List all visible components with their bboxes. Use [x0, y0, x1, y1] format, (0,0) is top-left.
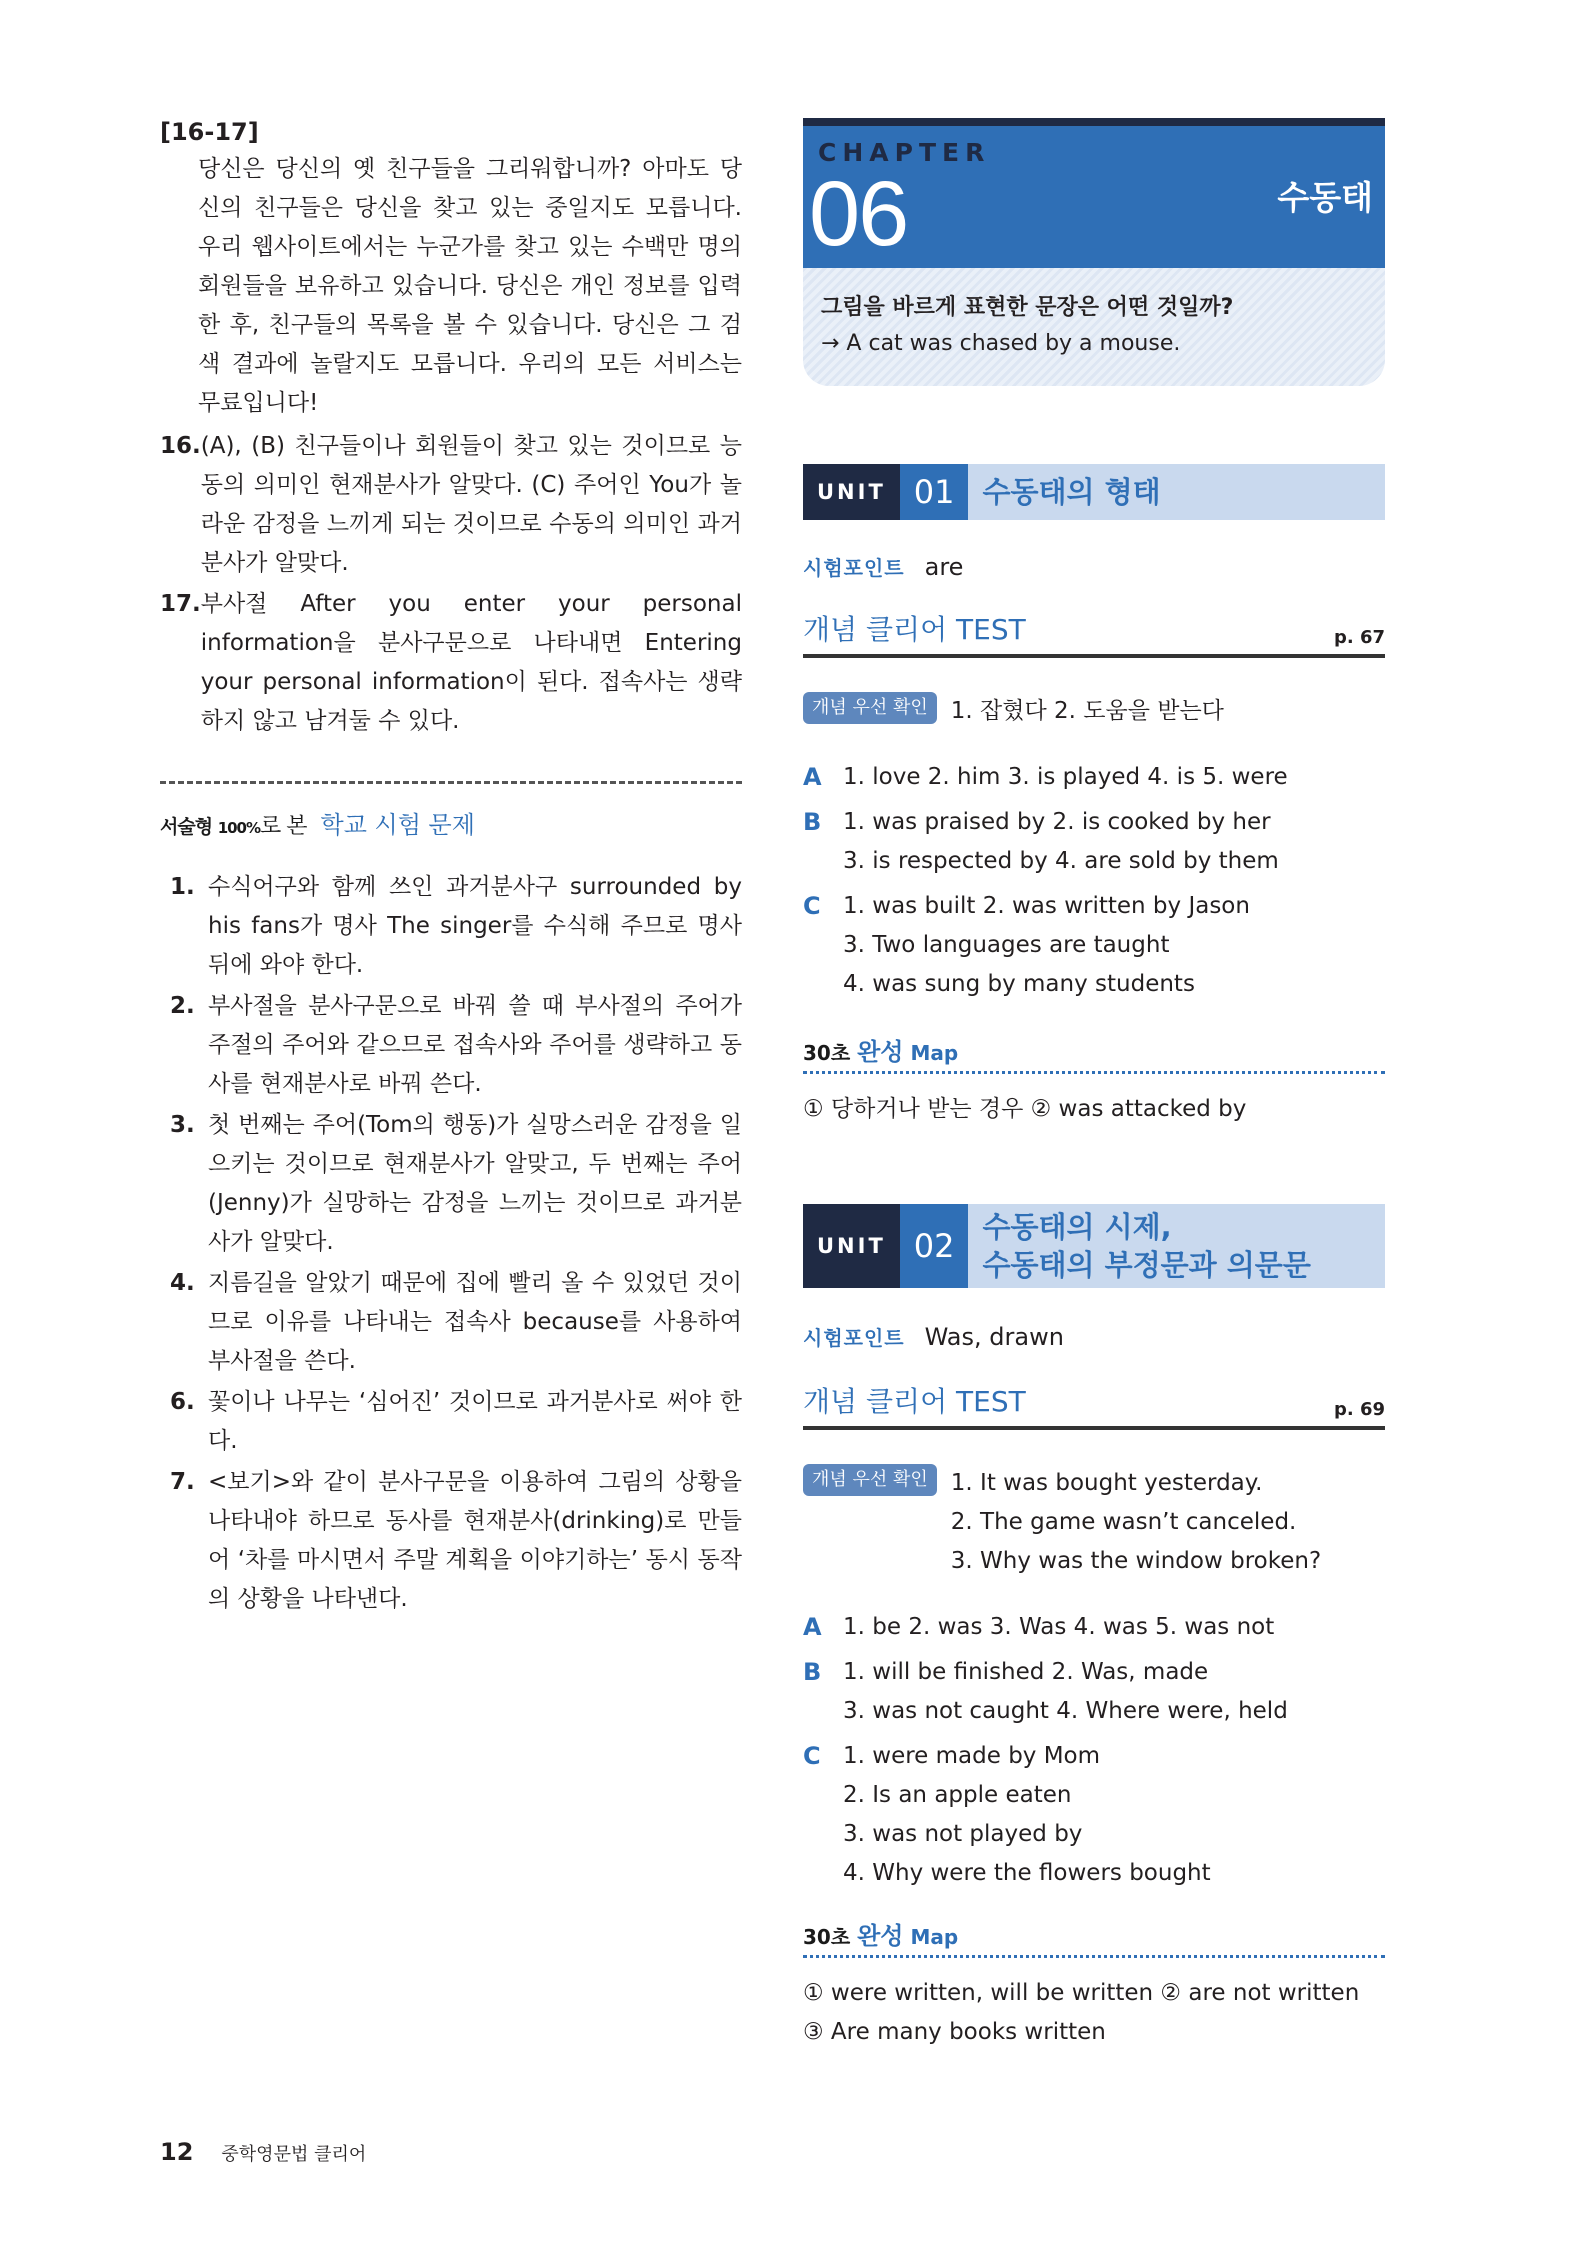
intro-question: 그림을 바르게 표현한 문장은 어떤 것일까?	[821, 295, 1234, 320]
concept-check-badge: 개념 우선 확인	[803, 692, 937, 724]
answer-text: 부사절을 분사구문으로 바꿔 쓸 때 부사절의 주어가 주절의 주어와 같으므로 접속사와 주어를 생략하고 동사를 현재분사로 바꿔 쓴다.	[208, 993, 742, 1097]
exam-point	[803, 552, 963, 581]
answer-text: 수식어구와 함께 쓰인 과거분사구 surrounded by his fans가 명사 The singer를 수식해 주므로 명사 뒤에 와야 한다.	[208, 874, 742, 978]
exercise-answers	[803, 758, 1288, 1004]
page-reference: p. 67	[1333, 627, 1385, 648]
exam-point-value: are	[924, 553, 964, 581]
answer-number: 17.	[160, 591, 201, 617]
exam-point-value: Was, drawn	[924, 1323, 1064, 1351]
chapter-title: 수동태	[1277, 178, 1373, 217]
map-header: 30초 완성 Map	[803, 1032, 1385, 1074]
concept-test-title: 개념 클리어 TEST	[803, 613, 1026, 646]
page-reference: p. 69	[1333, 1399, 1385, 1420]
answer-number: 3.	[170, 1112, 195, 1138]
chapter-intro	[803, 268, 1385, 386]
answer-number: 6.	[170, 1389, 195, 1415]
brand-logo: 서술형 100%로 본	[160, 814, 307, 839]
page-footer	[160, 2138, 366, 2166]
answer-item	[170, 1383, 742, 1461]
exam-point	[803, 1322, 1064, 1351]
exercise-letter: A	[803, 763, 822, 791]
concept-test-header	[803, 608, 1385, 658]
unit-header	[803, 1204, 1385, 1288]
answer-number: 4.	[170, 1270, 195, 1296]
answer-text: 꽃이나 나무는 ‘심어진’ 것이므로 과거분사로 써야 한다.	[208, 1389, 742, 1454]
chapter-header	[803, 118, 1385, 268]
concept-check	[803, 692, 1224, 731]
concept-check-answers: 1. 잡혔다 2. 도움을 받는다	[950, 698, 1224, 724]
answer-item	[160, 585, 742, 741]
answer-text: 부사절 After you enter your personal information을 분사구문으로 나타내면 Entering your personal information이 된다. 접속사는 생략하지 않고 남겨둘 수 있다.	[200, 591, 742, 734]
map-answers: ① were written, will be written ② are not written ③ Are many books written	[803, 1980, 1360, 2045]
school-exam-heading	[160, 805, 475, 840]
exercise-letter: A	[803, 1613, 822, 1641]
answer-item	[170, 1264, 742, 1381]
exercise-b: B 1. will be finished 2. Was, made 3. was not caught 4. Where were, held	[803, 1653, 1288, 1731]
book-title: 중학영문법 클리어	[221, 2144, 367, 2165]
exercise-letter: B	[803, 808, 822, 836]
left-column	[160, 118, 742, 743]
unit-number: 01	[900, 464, 969, 520]
answer-number: 2.	[170, 993, 195, 1019]
exercise-c: C 1. were made by Mom 2. Is an apple eaten 3. was not played by 4. Why were the flowers bought	[803, 1737, 1288, 1893]
unit-header	[803, 464, 1385, 520]
exercise-a: A 1. love 2. him 3. is played 4. is 5. were	[803, 758, 1288, 797]
answer-text: 첫 번째는 주어(Tom의 행동)가 실망스러운 감정을 일으키는 것이므로 현재분사가 알맞고, 두 번째는 주어(Jenny)가 실망하는 감정을 느끼는 것이므로 과거분사가 알맞다.	[208, 1112, 742, 1255]
answer-explanations	[160, 427, 742, 741]
korean-passage: 당신은 당신의 옛 친구들을 그리워합니까? 아마도 당신의 친구들은 당신을 찾고 있는 중일지도 모릅니다. 우리 웹사이트에서는 누군가를 찾고 있는 수백만 명의 회원들을 보유하고 있습니다. 당신은 개인 정보를 입력한 후, 친구들의 목록을 볼 수 있습니다. 당신은 그 검색 결과에 놀랄지도 모릅니다. 우리의 모든 서비스는 무료입니다!	[198, 156, 742, 416]
section-title: 학교 시험 문제	[320, 811, 475, 839]
unit-title: 수동태의 형태	[982, 475, 1161, 509]
chapter-label: CHAPTER	[818, 138, 991, 167]
intro-answer: → A cat was chased by a mouse.	[821, 331, 1181, 356]
concept-check	[803, 1464, 1321, 1581]
concept-test-title: 개념 클리어 TEST	[803, 1385, 1026, 1418]
school-exam-answers	[170, 868, 742, 1621]
map-header: 30초 완성 Map	[803, 1916, 1385, 1958]
answer-number: 7.	[170, 1469, 195, 1495]
concept-check-badge: 개념 우선 확인	[803, 1464, 937, 1496]
exam-point-label: 시험포인트	[803, 1326, 905, 1350]
answer-text: (A), (B) 친구들이나 회원들이 찾고 있는 것이므로 능동의 의미인 현재분사가 알맞다. (C) 주어인 You가 놀라운 감정을 느끼게 되는 것이므로 수동의 의미인 과거분사가 알맞다.	[200, 433, 742, 576]
answer-item	[170, 1106, 742, 1262]
answer-item	[170, 868, 742, 985]
exercise-letter: C	[803, 892, 821, 920]
exercise-b: B 1. was praised by 2. is cooked by her 3. is respected by 4. are sold by them	[803, 803, 1288, 881]
exam-point-label: 시험포인트	[803, 556, 905, 580]
unit-label: UNIT	[803, 1204, 900, 1288]
unit-label: UNIT	[803, 464, 900, 520]
map-answers: ① 당하거나 받는 경우 ② was attacked by	[803, 1096, 1247, 1122]
answer-text: 지름길을 알았기 때문에 집에 빨리 올 수 있었던 것이므로 이유를 나타내는 접속사 because를 사용하여 부사절을 쓴다.	[208, 1270, 742, 1374]
unit-title: 수동태의 시제, 수동태의 부정문과 의문문	[982, 1210, 1311, 1282]
exercise-c: C 1. was built 2. was written by Jason 3. Two languages are taught 4. was sung by many students	[803, 887, 1288, 1004]
unit-number: 02	[900, 1204, 969, 1288]
chapter-number: 06	[809, 163, 908, 265]
answer-item	[170, 1463, 742, 1619]
concept-check-answers: 1. It was bought yesterday. 2. The game wasn’t canceled. 3. Why was the window broken?	[950, 1470, 1322, 1574]
answer-item	[170, 987, 742, 1104]
exercise-letter: C	[803, 1742, 821, 1770]
question-range: [16-17]	[160, 118, 259, 146]
exercise-letter: B	[803, 1658, 822, 1686]
exercise-a: A 1. be 2. was 3. Was 4. was 5. was not	[803, 1608, 1288, 1647]
answer-number: 1.	[170, 874, 195, 900]
exercise-answers	[803, 1608, 1288, 1893]
answer-item	[160, 427, 742, 583]
page-number: 12	[160, 2138, 194, 2166]
concept-test-header	[803, 1380, 1385, 1430]
answer-number: 16.	[160, 433, 201, 459]
answer-text: <보기>와 같이 분사구문을 이용하여 그림의 상황을 나타내야 하므로 동사를 현재분사(drinking)로 만들어 ‘차를 마시면서 주말 계획을 이야기하는’ 동시 동작의 상황을 나타낸다.	[208, 1469, 742, 1612]
section-divider	[160, 781, 742, 784]
